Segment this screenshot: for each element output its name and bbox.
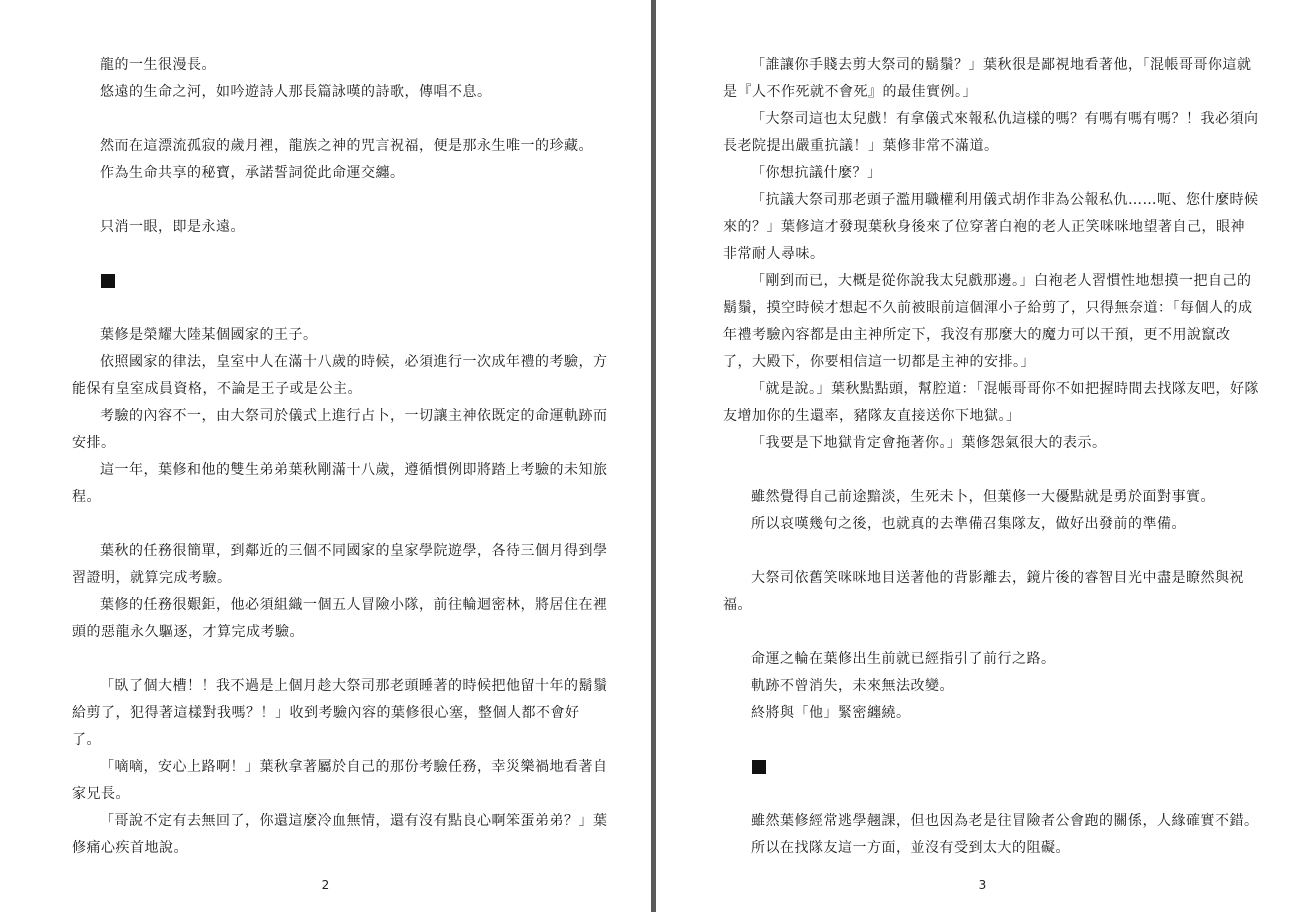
blank-line bbox=[723, 538, 1259, 565]
blank-line bbox=[723, 727, 1259, 754]
page-3-body bbox=[723, 52, 1259, 862]
page-number: 3 bbox=[978, 878, 987, 892]
blank-line bbox=[72, 241, 608, 268]
paragraph: 「你想抗議什麼？」 bbox=[751, 165, 882, 181]
blank-line bbox=[723, 781, 1259, 808]
paragraph: 終將與「他」緊密纏繞。 bbox=[751, 705, 911, 721]
paragraph: 依照國家的律法，皇室中人在滿十八歲的時候，必須進行一次成年禮的考驗，方能保有皇室成員資格，不論是王子或是公主。 bbox=[72, 354, 608, 397]
paragraph: 「抗議大祭司那老頭子濫用職權利用儀式胡作非為公報私仇……呃、您什麼時候來的？」葉修這才發現葉秋身後來了位穿著白袍的老人正笑咪咪地望著自己，眼神非常耐人尋味。 bbox=[723, 192, 1259, 262]
paragraph: 「剛到而已，大概是從你說我太兒戲那邊。」白袍老人習慣性地想摸一把自己的鬍鬚，摸空時候才想起不久前被眼前這個渾小子給剪了，只得無奈道：「每個人的成年禮考驗內容都是由主神所定下，我沒有那麼大的魔力可以干預，更不用說竄改了，大殿下，你要相信這一切都是主神的安排。」 bbox=[723, 273, 1253, 370]
paragraph: 考驗的內容不一，由大祭司於儀式上進行占卜，一切讓主神依既定的命運軌跡而安排。 bbox=[72, 408, 608, 451]
blank-line bbox=[723, 619, 1259, 646]
paragraph: 這一年，葉修和他的雙生弟弟葉秋剛滿十八歲，遵循慣例即將踏上考驗的未知旅程。 bbox=[72, 462, 608, 505]
paragraph: 所以在找隊友這一方面，並沒有受到太大的阻礙。 bbox=[751, 840, 1070, 856]
paragraph: 「大祭司這也太兒戲！有拿儀式來報私仇這樣的嗎？有嗎有嗎有嗎？！我必須向長老院提出嚴重抗議！」葉修非常不滿道。 bbox=[723, 111, 1259, 154]
page-2-body bbox=[72, 52, 608, 862]
blank-line bbox=[72, 106, 608, 133]
paragraph: 雖然葉修經常逃學翹課，但也因為老是往冒險者公會跑的關係，人緣確實不錯。 bbox=[751, 813, 1259, 829]
paragraph: 雖然覺得自己前途黯淡，生死未卜，但葉修一大優點就是勇於面對事實。 bbox=[751, 489, 1215, 505]
blank-line bbox=[72, 295, 608, 322]
blank-line bbox=[723, 457, 1259, 484]
paragraph: 所以哀嘆幾句之後，也就真的去準備召集隊友，做好出發前的準備。 bbox=[751, 516, 1186, 532]
section-break-square-icon bbox=[752, 760, 766, 774]
paragraph: 只消一眼，即是永遠。 bbox=[100, 219, 245, 235]
paragraph: 悠遠的生命之河，如吟遊詩人那長篇詠嘆的詩歌，傳唱不息。 bbox=[100, 84, 492, 100]
page-2 bbox=[0, 0, 651, 912]
paragraph: 「臥了個大槽！！我不過是上個月趁大祭司那老頭睡著的時候把他留十年的鬍鬚給剪了，犯得著這樣對我嗎？！」收到考驗內容的葉修很心塞，整個人都不會好了。 bbox=[72, 678, 608, 748]
paragraph: 「嘀嘀，安心上路啊！」葉秋拿著屬於自己的那份考驗任務，幸災樂禍地看著自家兄長。 bbox=[72, 759, 608, 802]
paragraph: 葉修的任務很艱鉅，他必須組織一個五人冒險小隊，前往輪迴密林，將居住在裡頭的惡龍永久驅逐，才算完成考驗。 bbox=[72, 597, 608, 640]
paragraph: 「就是說。」葉秋點點頭，幫腔道：「混帳哥哥你不如把握時間去找隊友吧，好隊友增加你的生還率，豬隊友直接送你下地獄。」 bbox=[723, 381, 1259, 424]
section-break-square-icon bbox=[101, 274, 115, 288]
paragraph: 「我要是下地獄肯定會拖著你。」葉修怨氣很大的表示。 bbox=[751, 435, 1107, 451]
paragraph: 大祭司依舊笑咪咪地目送著他的背影離去，鏡片後的睿智目光中盡是瞭然與祝福。 bbox=[723, 570, 1244, 613]
paragraph: 然而在這漂流孤寂的歲月裡，龍族之神的咒言祝福，便是那永生唯一的珍藏。 bbox=[100, 138, 593, 154]
page-3 bbox=[656, 0, 1309, 912]
paragraph: 「誰讓你手賤去剪大祭司的鬍鬚？」葉秋很是鄙視地看著他，「混帳哥哥你這就是『人不作死就不會死』的最佳實例。」 bbox=[723, 57, 1252, 100]
paragraph: 葉秋的任務很簡單，到鄰近的三個不同國家的皇家學院遊學，各待三個月得到學習證明，就算完成考驗。 bbox=[72, 543, 608, 586]
blank-line bbox=[72, 187, 608, 214]
paragraph: 軌跡不曾消失，未來無法改變。 bbox=[751, 678, 954, 694]
paragraph: 葉修是榮耀大陸某個國家的王子。 bbox=[100, 327, 318, 343]
blank-line bbox=[72, 511, 608, 538]
paragraph: 龍的一生很漫長。 bbox=[100, 57, 216, 73]
blank-line bbox=[72, 646, 608, 673]
paragraph: 「哥說不定有去無回了，你還這麼冷血無情，還有沒有點良心啊笨蛋弟弟？」葉修痛心疾首地說。 bbox=[72, 813, 608, 856]
paragraph: 作為生命共享的秘寶，承諾誓詞從此命運交纏。 bbox=[100, 165, 405, 181]
page-number: 2 bbox=[321, 878, 330, 892]
paragraph: 命運之輪在葉修出生前就已經指引了前行之路。 bbox=[751, 651, 1056, 667]
